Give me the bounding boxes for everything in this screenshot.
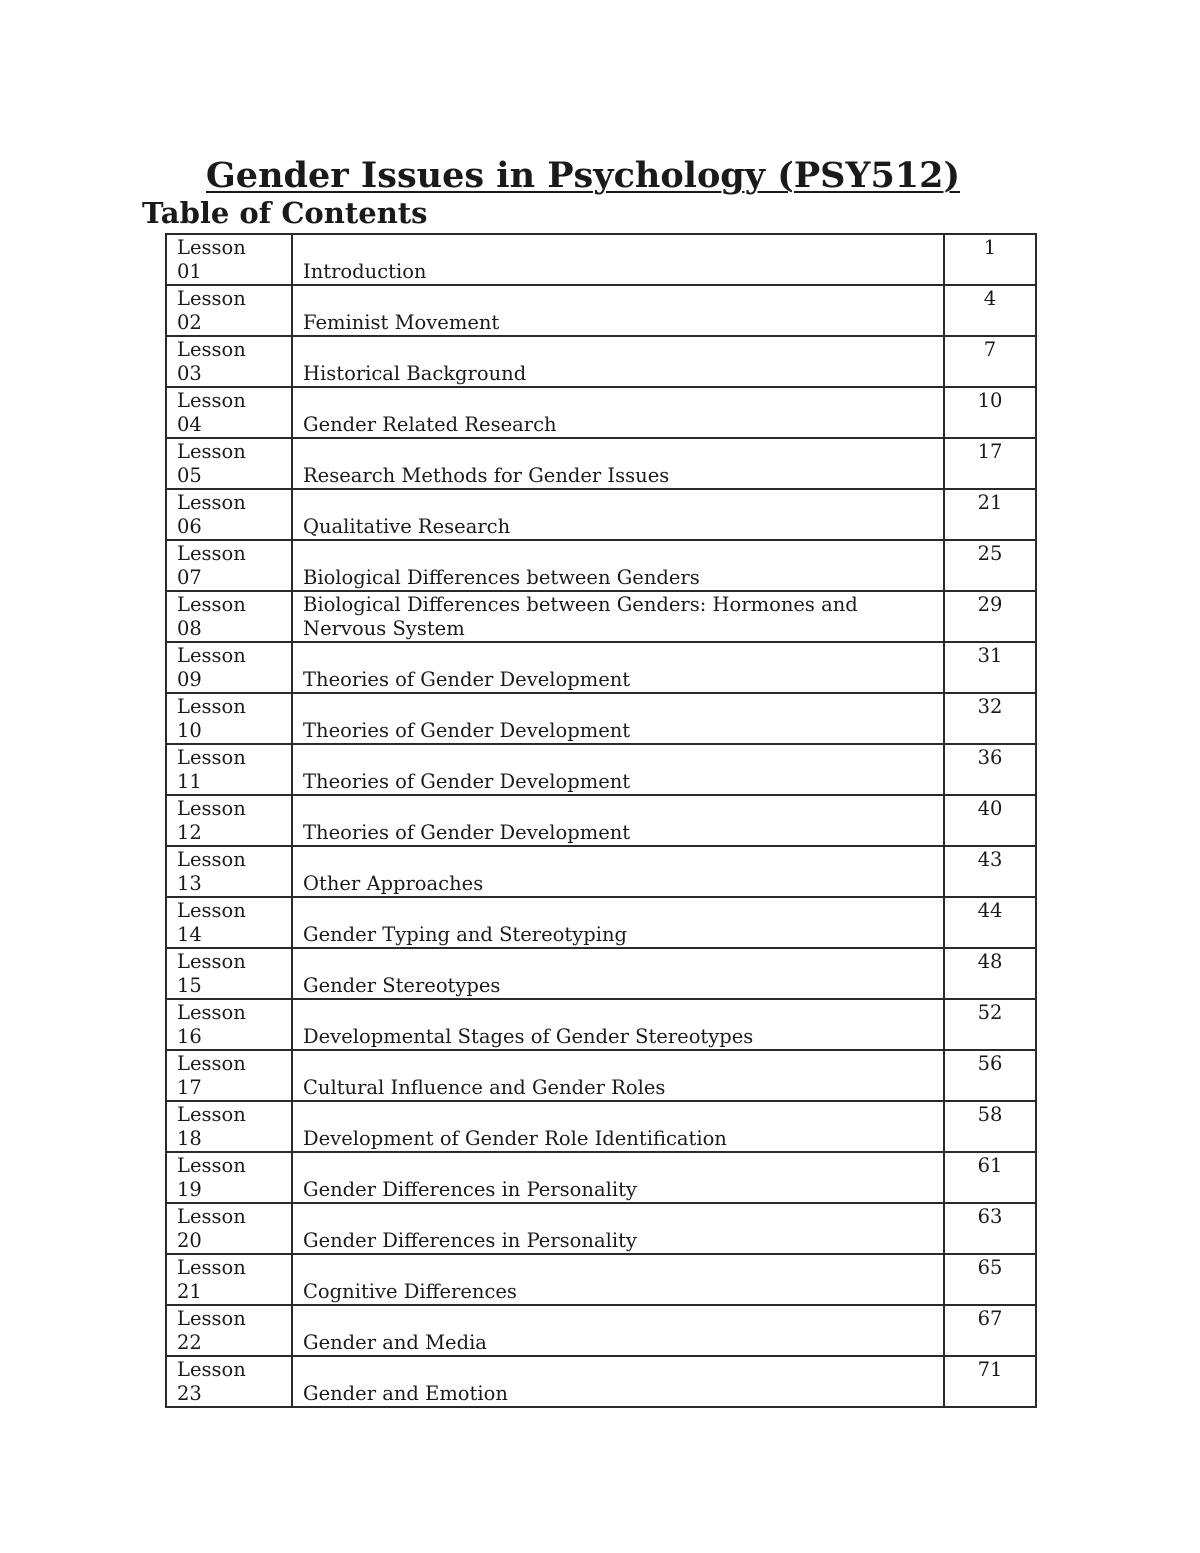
lesson-word: Lesson xyxy=(177,236,246,259)
lesson-number: 03 xyxy=(177,362,202,385)
toc-title-cell: Gender and Media xyxy=(292,1305,944,1356)
toc-lesson-cell xyxy=(166,489,292,540)
toc-page-number: 48 xyxy=(944,948,1036,999)
toc-lesson-cell xyxy=(166,438,292,489)
toc-title-cell: Gender Differences in Personality xyxy=(292,1152,944,1203)
toc-lesson-cell xyxy=(166,744,292,795)
lesson-number: 09 xyxy=(177,668,202,691)
toc-row xyxy=(166,1356,1036,1407)
toc-row xyxy=(166,438,1036,489)
toc-title-cell: Development of Gender Role Identification xyxy=(292,1101,944,1152)
lesson-number: 12 xyxy=(177,821,202,844)
lesson-word: Lesson xyxy=(177,593,246,616)
toc-page-number: 36 xyxy=(944,744,1036,795)
toc-title-cell: Gender Typing and Stereotyping xyxy=(292,897,944,948)
toc-lesson-cell xyxy=(166,285,292,336)
toc-lesson-cell xyxy=(166,1050,292,1101)
toc-lesson-cell xyxy=(166,795,292,846)
lesson-number: 04 xyxy=(177,413,202,436)
toc-page-number: 65 xyxy=(944,1254,1036,1305)
toc-lesson-cell xyxy=(166,642,292,693)
lesson-number: 23 xyxy=(177,1382,202,1405)
toc-row xyxy=(166,999,1036,1050)
toc-page-number: 4 xyxy=(944,285,1036,336)
toc-row xyxy=(166,795,1036,846)
toc-lesson-cell xyxy=(166,234,292,285)
toc-title-cell: Research Methods for Gender Issues xyxy=(292,438,944,489)
toc-title-cell: Introduction xyxy=(292,234,944,285)
lesson-number: 02 xyxy=(177,311,202,334)
lesson-word: Lesson xyxy=(177,746,246,769)
toc-title-cell: Biological Differences between Genders xyxy=(292,540,944,591)
toc-lesson-cell xyxy=(166,948,292,999)
toc-page-number: 56 xyxy=(944,1050,1036,1101)
lesson-word: Lesson xyxy=(177,899,246,922)
toc-lesson-cell xyxy=(166,897,292,948)
toc-title-cell: Historical Background xyxy=(292,336,944,387)
toc-lesson-cell xyxy=(166,540,292,591)
toc-row xyxy=(166,489,1036,540)
toc-lesson-cell xyxy=(166,999,292,1050)
lesson-word: Lesson xyxy=(177,491,246,514)
toc-heading: Table of Contents xyxy=(142,196,428,230)
lesson-word: Lesson xyxy=(177,1001,246,1024)
toc-lesson-cell xyxy=(166,1356,292,1407)
lesson-number: 20 xyxy=(177,1229,202,1252)
lesson-word: Lesson xyxy=(177,1307,246,1330)
toc-title-cell: Cultural Influence and Gender Roles xyxy=(292,1050,944,1101)
lesson-number: 11 xyxy=(177,770,202,793)
toc-page-number: 17 xyxy=(944,438,1036,489)
toc-lesson-cell xyxy=(166,1101,292,1152)
toc-page-number: 43 xyxy=(944,846,1036,897)
toc-title-cell: Qualitative Research xyxy=(292,489,944,540)
lesson-word: Lesson xyxy=(177,644,246,667)
toc-page-number: 58 xyxy=(944,1101,1036,1152)
lesson-number: 18 xyxy=(177,1127,202,1150)
toc-lesson-cell xyxy=(166,846,292,897)
toc-page-number: 61 xyxy=(944,1152,1036,1203)
toc-lesson-cell xyxy=(166,1152,292,1203)
toc-title-cell: Gender Stereotypes xyxy=(292,948,944,999)
lesson-word: Lesson xyxy=(177,389,246,412)
toc-row xyxy=(166,1152,1036,1203)
toc-title-cell: Feminist Movement xyxy=(292,285,944,336)
toc-row xyxy=(166,897,1036,948)
toc-title-cell: Cognitive Differences xyxy=(292,1254,944,1305)
lesson-number: 21 xyxy=(177,1280,202,1303)
toc-row xyxy=(166,234,1036,285)
toc-page-number: 44 xyxy=(944,897,1036,948)
lesson-word: Lesson xyxy=(177,1358,246,1381)
toc-row xyxy=(166,591,1036,642)
lesson-number: 13 xyxy=(177,872,202,895)
toc-lesson-cell xyxy=(166,693,292,744)
toc-row xyxy=(166,846,1036,897)
toc-lesson-cell xyxy=(166,387,292,438)
toc-title-cell: Theories of Gender Development xyxy=(292,642,944,693)
lesson-word: Lesson xyxy=(177,797,246,820)
lesson-number: 16 xyxy=(177,1025,202,1048)
toc-row xyxy=(166,1203,1036,1254)
toc-lesson-cell xyxy=(166,1203,292,1254)
toc-page-number: 21 xyxy=(944,489,1036,540)
toc-title-cell: Gender and Emotion xyxy=(292,1356,944,1407)
toc-title-cell: Gender Differences in Personality xyxy=(292,1203,944,1254)
toc-title-cell: Theories of Gender Development xyxy=(292,744,944,795)
toc-lesson-cell xyxy=(166,1305,292,1356)
toc-page-number: 25 xyxy=(944,540,1036,591)
toc-page-number: 31 xyxy=(944,642,1036,693)
toc-row xyxy=(166,1050,1036,1101)
lesson-number: 07 xyxy=(177,566,202,589)
toc-lesson-cell xyxy=(166,336,292,387)
lesson-number: 17 xyxy=(177,1076,202,1099)
toc-page-number: 32 xyxy=(944,693,1036,744)
lesson-number: 10 xyxy=(177,719,202,742)
toc-page-number: 1 xyxy=(944,234,1036,285)
lesson-word: Lesson xyxy=(177,338,246,361)
lesson-word: Lesson xyxy=(177,695,246,718)
lesson-number: 06 xyxy=(177,515,202,538)
toc-page-number: 67 xyxy=(944,1305,1036,1356)
toc-title-cell: Biological Differences between Genders: Hormones and Nervous System xyxy=(292,591,944,642)
toc-row xyxy=(166,336,1036,387)
toc-page-number: 40 xyxy=(944,795,1036,846)
document-title: Gender Issues in Psychology (PSY512) xyxy=(205,155,961,196)
lesson-number: 14 xyxy=(177,923,202,946)
toc-row xyxy=(166,387,1036,438)
toc-title-cell: Theories of Gender Development xyxy=(292,795,944,846)
lesson-number: 19 xyxy=(177,1178,202,1201)
toc-title-cell: Theories of Gender Development xyxy=(292,693,944,744)
lesson-number: 08 xyxy=(177,617,202,640)
lesson-word: Lesson xyxy=(177,542,246,565)
lesson-word: Lesson xyxy=(177,950,246,973)
lesson-word: Lesson xyxy=(177,1256,246,1279)
lesson-number: 22 xyxy=(177,1331,202,1354)
lesson-word: Lesson xyxy=(177,287,246,310)
toc-row xyxy=(166,285,1036,336)
toc-title-cell: Developmental Stages of Gender Stereotypes xyxy=(292,999,944,1050)
toc-row xyxy=(166,1305,1036,1356)
toc-lesson-cell xyxy=(166,591,292,642)
lesson-word: Lesson xyxy=(177,1154,246,1177)
toc-page-number: 7 xyxy=(944,336,1036,387)
toc-page-number: 71 xyxy=(944,1356,1036,1407)
lesson-word: Lesson xyxy=(177,1103,246,1126)
toc-table xyxy=(165,233,1037,1408)
toc-row xyxy=(166,948,1036,999)
toc-row xyxy=(166,540,1036,591)
toc-row xyxy=(166,1101,1036,1152)
toc-title-cell: Gender Related Research xyxy=(292,387,944,438)
toc-row xyxy=(166,744,1036,795)
toc-title-cell: Other Approaches xyxy=(292,846,944,897)
lesson-number: 15 xyxy=(177,974,202,997)
lesson-word: Lesson xyxy=(177,440,246,463)
toc-page-number: 52 xyxy=(944,999,1036,1050)
toc-row xyxy=(166,693,1036,744)
lesson-number: 01 xyxy=(177,260,202,283)
lesson-word: Lesson xyxy=(177,1205,246,1228)
toc-row xyxy=(166,642,1036,693)
lesson-word: Lesson xyxy=(177,1052,246,1075)
toc-row xyxy=(166,1254,1036,1305)
toc-page-number: 10 xyxy=(944,387,1036,438)
toc-lesson-cell xyxy=(166,1254,292,1305)
toc-page-number: 29 xyxy=(944,591,1036,642)
lesson-word: Lesson xyxy=(177,848,246,871)
toc-table-body xyxy=(166,234,1036,1407)
toc-page-number: 63 xyxy=(944,1203,1036,1254)
lesson-number: 05 xyxy=(177,464,202,487)
